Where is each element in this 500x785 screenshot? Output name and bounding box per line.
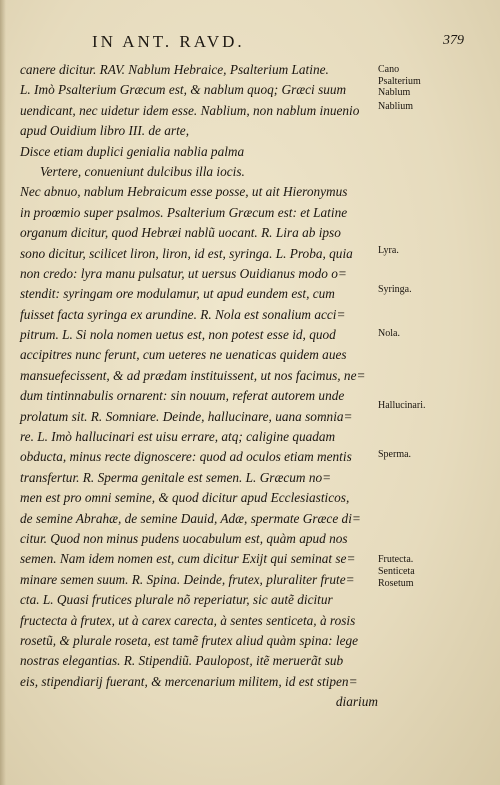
text-line: men est pro omni semine, & quod dicitur apud Ecclesiasticos,	[20, 490, 350, 506]
text-line: dum tintinnabulis ornarent: sin nouum, referat autorem unde	[20, 388, 345, 404]
text-line: eis, stipendiarij fuerant, & mercenarium militem, id est stipen=	[20, 673, 358, 689]
text-line: re. L. Imò hallucinari est uisu errare, atq; caligine quadam	[20, 429, 336, 445]
page-number: 379	[443, 33, 464, 48]
catchword-line: diarium	[335, 694, 378, 710]
text-line: canere dicitur. RAV. Nablum Hebraice, Psalterium Latine.	[20, 62, 329, 77]
text-line: obducta, minus recte dignoscere: quod ad oculos etiam mentis	[20, 449, 352, 465]
text-line: rosetũ, & plurale roseta, est tamẽ frutex aliud quàm spina: lege	[20, 632, 359, 648]
verse-line: Disce etiam duplici genialia nablia palma	[20, 143, 245, 159]
text-line: apud Ouidium libro III. de arte,	[20, 123, 190, 139]
text-line: pitrum. L. Si nola nomen uetus est, non potest esse id, quod	[20, 327, 336, 343]
text-line: stendit: syringam ore modulamur, ut apud eundem est, cum	[20, 286, 335, 302]
text-line: accipitres nunc ferunt, cum ueteres ne uenaticas quidem aues	[20, 347, 347, 363]
text-line: minare semen suum. R. Spina. Deinde, frutex, pluraliter frute=	[20, 571, 355, 587]
text-line: L. Imò Psalterium Græcum est, & nablum quoq; Græci suum	[20, 82, 347, 98]
margin-note: Cano	[378, 64, 400, 75]
text-line: mansuefecissent, & ad prædam instituissent, ut nos facimus, ne=	[20, 367, 366, 383]
text-line: uendicant, nec uidetur idem esse. Nablium, non nablum inuenio	[20, 102, 360, 118]
text-line: in proœmio super psalmos. Psalterium Græcum est: et Latine	[20, 204, 348, 220]
text-line: cta. L. Quasi frutices plurale nõ reperiatur, sic autẽ dicitur	[20, 592, 333, 608]
text-line: organum dicitur, quod Hebræi nablũ uocant. R. Lira ab ipso	[20, 225, 341, 241]
margin-note: Nola.	[378, 328, 400, 339]
text-line: de semine Abrahæ, de semine Dauid, Adæ, spermate Græce di=	[20, 510, 361, 526]
text-line: semen. Nam idem nomen est, cum dicitur Exijt qui seminat se=	[20, 551, 356, 567]
text-line: sono dicitur, scilicet liron, liron, id est, syringa. L. Proba, quia	[20, 245, 353, 261]
margin-note: Syringa.	[378, 284, 412, 295]
running-title: IN ANT. RAVD.	[92, 32, 245, 51]
margin-note: Senticeta	[378, 566, 415, 577]
verse-line: Vertere, conueniunt dulcibus illa iocis.	[40, 163, 245, 179]
margin-note: Frutecta.	[378, 554, 414, 565]
text-line: nostras elegantias. R. Stipendiũ. Paulopost, itẽ meruerãt sub	[20, 653, 344, 669]
text-line: prolatum sit. R. Somniare. Deinde, hallucinare, uana somnia=	[20, 408, 353, 424]
margin-note: Rosetum	[378, 578, 414, 589]
text-line: fuisset facta syringa ex arundine. R. Nola est sonalium acci=	[20, 306, 346, 322]
text-line: citur. Quod non minus pudens uocabulum est, quàm apud nos	[20, 530, 348, 546]
text-line: Nec abnuo, nablum Hebraicum esse posse, ut ait Hieronymus	[20, 184, 348, 200]
margin-note: Nablium	[378, 101, 413, 112]
margin-note: Lyra.	[378, 245, 399, 256]
margin-note: Psalterium	[378, 76, 421, 87]
margin-note: Nablum	[378, 87, 411, 98]
margin-note: Hallucinari.	[378, 400, 426, 411]
text-line: non credo: lyra manu pulsatur, ut uersus Ouidianus modo o=	[20, 265, 347, 281]
margin-note: Sperma.	[378, 449, 412, 460]
text-line: fructecta à frutex, ut à carex carecta, à sentes senticeta, à rosis	[20, 612, 356, 628]
text-line: transfertur. R. Sperma genitale est semen. L. Græcum no=	[20, 469, 332, 485]
